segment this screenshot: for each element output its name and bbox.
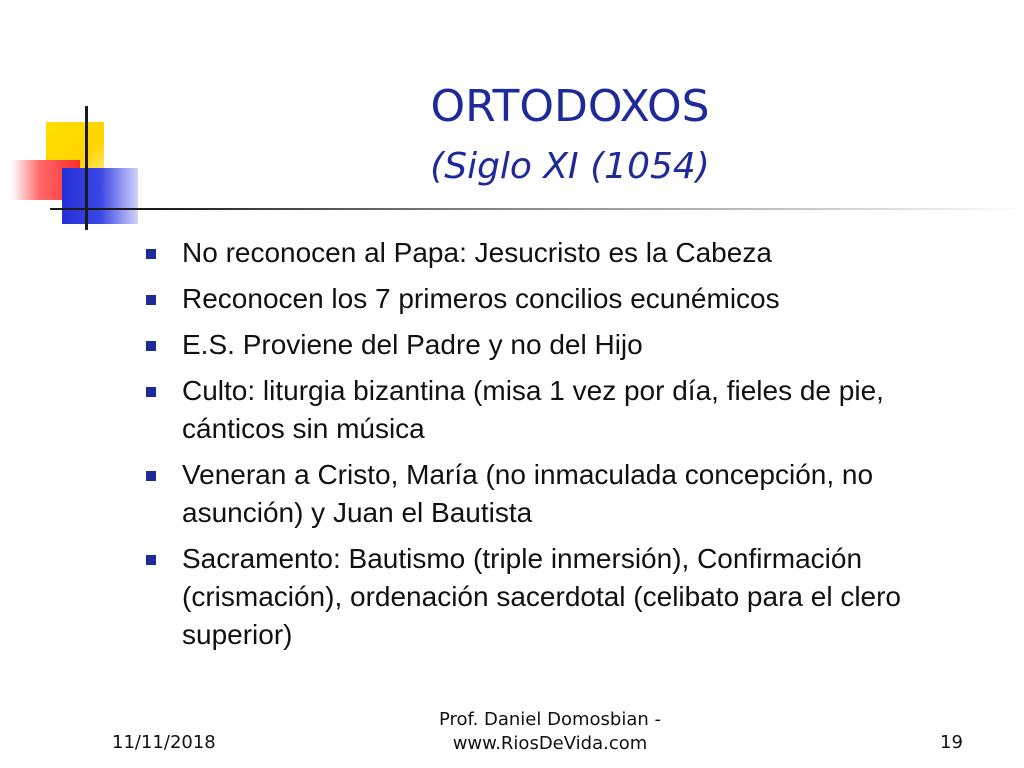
page-number: 19: [940, 732, 963, 753]
bullet-item: [140, 234, 940, 272]
bullet-item: [140, 456, 940, 532]
bullet-text: Sacramento: Bautismo (triple inmersión), Confirmación (crismación), ordenación sacerdotal (celibato para el clero superior): [182, 543, 902, 650]
square-bullet-icon: [146, 471, 156, 481]
bullet-text: Culto: liturgia bizantina (misa 1 vez por día, fieles de pie, cánticos sin música: [182, 375, 884, 444]
slide-title: ORTODOXOS: [430, 81, 710, 132]
footer-date: 11/11/2018: [112, 732, 216, 753]
bullet-item: [140, 326, 940, 364]
decorative-corner-graphic: [0, 0, 150, 240]
footer-author: [380, 708, 720, 756]
footer-website: www.RiosDeVida.com: [452, 733, 648, 754]
square-bullet-icon: [146, 555, 156, 565]
bullet-text: No reconocen al Papa: Jesucristo es la Cabeza: [182, 237, 772, 268]
slide-subtitle: (Siglo XI (1054): [430, 146, 710, 187]
blue-rectangle: [62, 168, 138, 224]
vertical-rule: [85, 106, 88, 230]
square-bullet-icon: [146, 249, 156, 259]
bullet-item: [140, 372, 940, 448]
footer-author-name: Prof. Daniel Domosbian -: [438, 709, 661, 730]
square-bullet-icon: [146, 341, 156, 351]
bullet-item: [140, 280, 940, 318]
title-divider-line: [50, 208, 1024, 210]
bullet-text: Reconocen los 7 primeros concilios ecunémicos: [182, 283, 780, 314]
bullet-item: [140, 540, 940, 654]
square-bullet-icon: [146, 295, 156, 305]
square-bullet-icon: [146, 387, 156, 397]
bullet-text: E.S. Proviene del Padre y no del Hijo: [182, 329, 643, 360]
bullet-list: [140, 234, 940, 662]
bullet-text: Veneran a Cristo, María (no inmaculada concepción, no asunción) y Juan el Bautista: [182, 459, 874, 528]
